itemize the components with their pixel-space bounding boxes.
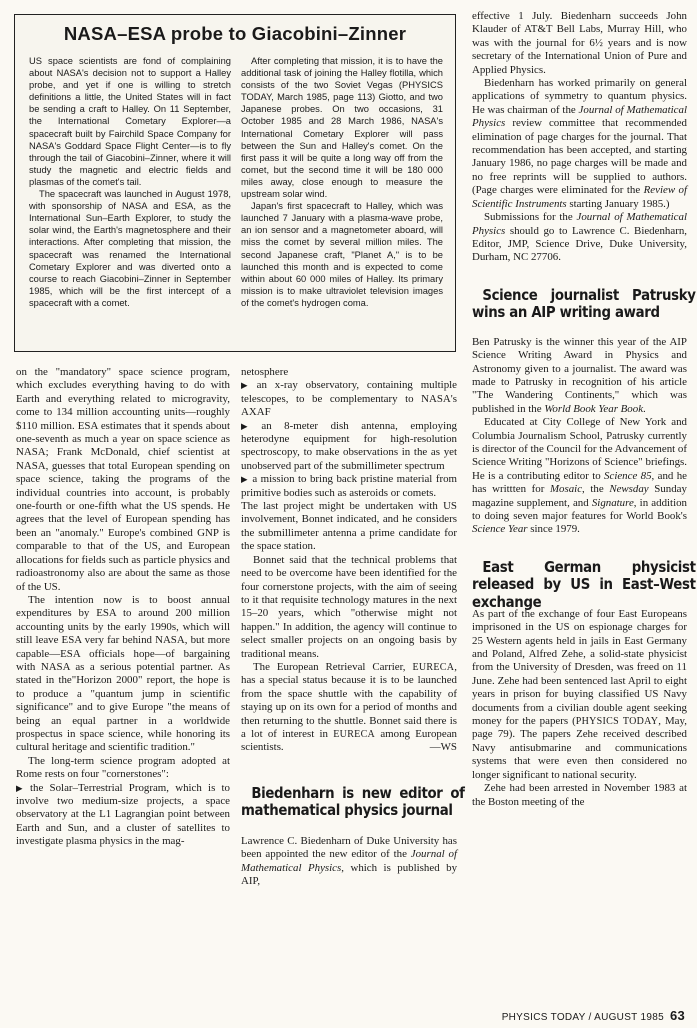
bullet-icon: ▶ [241,420,258,431]
headline: East German physicist released by US in East–West exchange [472,557,696,611]
headline: Biedenharn is new editor of mathematical physics journal [241,783,465,820]
paragraph: The long-term science program adopted at Rome rests on four "cornerstones": [16,754,230,781]
bullet-item: ▶ a mission to bring back pristine material from primitive bodies such as asteroids or comets. [241,473,457,499]
paragraph: Ben Patrusky is the winner this year of the AIP Science Writing Award in Physics and Astronomy given to a journalist. The award was made to Patrusky in recognition of his article "The Wandering Continents," which was published in the World Book Year Book. [472,335,687,415]
bullet-item: ▶ the Solar–Terrestrial Program, which is to involve two medium-size projects, a space observatory at the L1 Lagrangian point between Earth and Sun, and a cluster of satellites to investigate plasma physics in the mag- [16,781,230,848]
paragraph: As part of the exchange of four East Europeans imprisoned in the US on espionage charges for 25 Western agents held in jails in East Germany and Poland, Alfred Zehe, a solid-state physicist from the University of Dresden, was freed on 11 June. Zehe had been sentenced last April to eight years in prison for buying classified US Navy documents from a civilian double agent seeking money for the papers (PHYSICS TODAY, May, page 79). The papers Zehe received described Navy antisubmarine and communications systems that were even then considered no longer significant to national security. [472,607,687,781]
paragraph: Zehe had been arrested in November 1983 at the Boston meeting of the [472,782,687,808]
bullet-icon: ▶ [241,474,249,485]
middle-column [241,366,465,888]
box-paragraph: The spacecraft was launched in August 1978, with sponsorship of NASA and ESA, as the International Sun–Earth Explorer, to study the solar wind, the Earth's magnetosphere and their interactions. After completing that mission, the spacecraft was renamed the International Cometary Explorer and was diverted onto a course to reach Giacobini–Zinner in September 1985, which will be the first intercept of a spacecraft with a comet. [29,189,231,308]
headline: Science journalist Patrusky wins an AIP writing award [472,285,696,322]
page-number: 63 [669,1008,685,1023]
page-footer [425,1008,685,1023]
box-column-2 [241,55,443,309]
box-column-1 [29,55,231,309]
journal-name: PHYSICS TODAY / AUGUST 1985 [501,1012,664,1023]
box-paragraph: After completing that mission, it is to have the additional task of joining the Halley flotilla, which consists of the two Soviet Vegas (PHYSICS TODAY, March 1985, page 113) Giotto, and two Japanese probes. On two occasions, 31 October 1985 and 28 March 1986, NASA's International Cometary Explorer will pass between the Sun and Halley's comet. On the first pass it will be quite a long way off from the comet, but the second time it will be 180 000 miles away, close enough to measure the upstream solar wind. [241,56,443,200]
bullet-item: ▶ an 8-meter dish antenna, employing heterodyne equipment for high-resolution spectroscopy, to make observations in the as yet unobserved part of the submillimeter spectrum [241,419,457,472]
box-title: NASA–ESA probe to Giacobini–Zinner [63,23,407,44]
bullet-icon: ▶ [241,380,253,391]
paragraph: effective 1 July. Biedenharn succeeds John Klauder of AT&T Bell Labs, Murray Hill, who was with the journal for 6½ years and is now secretary of the International Union of Pure and Applied Physics. [472,10,687,76]
bullet-item: ▶ an x-ray observatory, containing multiple telescopes, to be complementary to NASA's AXAF [241,379,458,419]
signature: —WS [429,741,457,754]
paragraph: The last project might be undertaken with US involvement, Bonnet indicated, and he considers the submillimeter antenna a prime candidate for the space station. [241,500,457,553]
paragraph: The European Retrieval Carrier, EURECA, has a special status because it is to be launched from the space shuttle with the capability of staying up on its own for a period of months and then returning to the shuttle. Bonnet said there is a lot of interest in EURECA among European scientists. —WS [241,660,457,754]
left-column [16,366,230,849]
right-column [472,10,696,809]
paragraph: Bonnet said that the technical problems that need to be overcome have been identified for the four cornerstone projects, with the aim of seeing to it that requisite technology matures in the next 15–20 years, which "otherwise might not happen." In addition, the agency will continue to select smaller projects on an ongoing basis by traditional means. [241,553,457,660]
paragraph: Biedenharn has worked primarily on general applications of symmetry to quantum physics. He was chairman of the Journal of Mathematical Physics review committee that recommended elimination of page charges for the journal. That recommendation has been accepted, and starting January 1986, no page charges will be made and no free reprints will be supplied to authors. (Page charges were eliminated for the Review of Scientific Instruments starting January 1985.) [472,77,687,210]
paragraph: netosphere [241,366,289,378]
box-paragraph: US space scientists are fond of complaining about NASA's decision not to support a Halley probe, and yet if one is willing to stretch definitions a little, the United States will in fact be sending a craft to Halley. On 11 September, the International Cometary Explorer—a spacecraft built by Fairchild Space Company for NASA's Goddard Space Flight Center—is to fly through the tail of Giacobini–Zinner, where it will study the magnetic and electric fields and plasmas of the comet's tail. [29,56,231,187]
paragraph: on the "mandatory" space science program, which excludes everything having to do with Earth and everything related to microgravity, come to 134 million accounting units—roughly $110 million. ESA estimates that it spends about one-seventh as much a year on space science as NASA; Frank McDonald, chief scientist at NASA, guesses that total European spending on space science, taking the programs of the individual countries into account, is probably one-fourth or one-fifth what the US spends. He agrees that the level of European spending has been an "anomaly." Europe's combined GNP is comparable to that of the US, and European allocations for fields such as particle physics and radioastronomy also are about the same as those of the US. [16,366,230,593]
paragraph: Submissions for the Journal of Mathematical Physics should go to Lawrence C. Biedenharn, Editor, JMP, Science Drive, Duke University, Durham, NC 27706. [472,211,687,264]
bullet-icon: ▶ [16,782,27,793]
paragraph: The intention now is to boost annual expenditures by ESA to around 200 million accounting units by the early 1990s, which will still leave ESA very far behind NASA, but more capable—ESA officials hope—of bargaining with NASA as a serious potential partner. As stated in the"Horizon 2000" report, the hope is to produce a "quantum jump in scientific significance" and to give Europe "the means of being an equal partner in a worldwide prospectus in space science, while honoring its cultural heritage and scientific tradition." [16,593,230,754]
box-paragraph: Japan's first spacecraft to Halley, which was launched 7 January with a plasma-wave probe, an ion sensor and a magnetometer aboard, will miss the comet by several million miles. The second Japanese craft, "Planet A," is to be launched this month and is expected to come within about 60 000 miles of Halley. Its primary mission is to make ultraviolet television images of the comet's hydrogen coma. [241,201,443,308]
paragraph: Lawrence C. Biedenharn of Duke University has been appointed the new editor of the Journal of Mathematical Physics, which is published by AIP, [241,834,458,887]
sidebar-box [14,14,456,352]
paragraph: Educated at City College of New York and Columbia Journalism School, Patrusky currently is director of the Council for the Advancement of Science Writing "Horizons of Science" briefings. He is a contributing editor to Science 85, and he has writtten for Mosaic, the Newsday Sunday magazine supplement, and Signature, in addition to doing seven major features for World Book's Science Year since 1979. [472,416,687,536]
